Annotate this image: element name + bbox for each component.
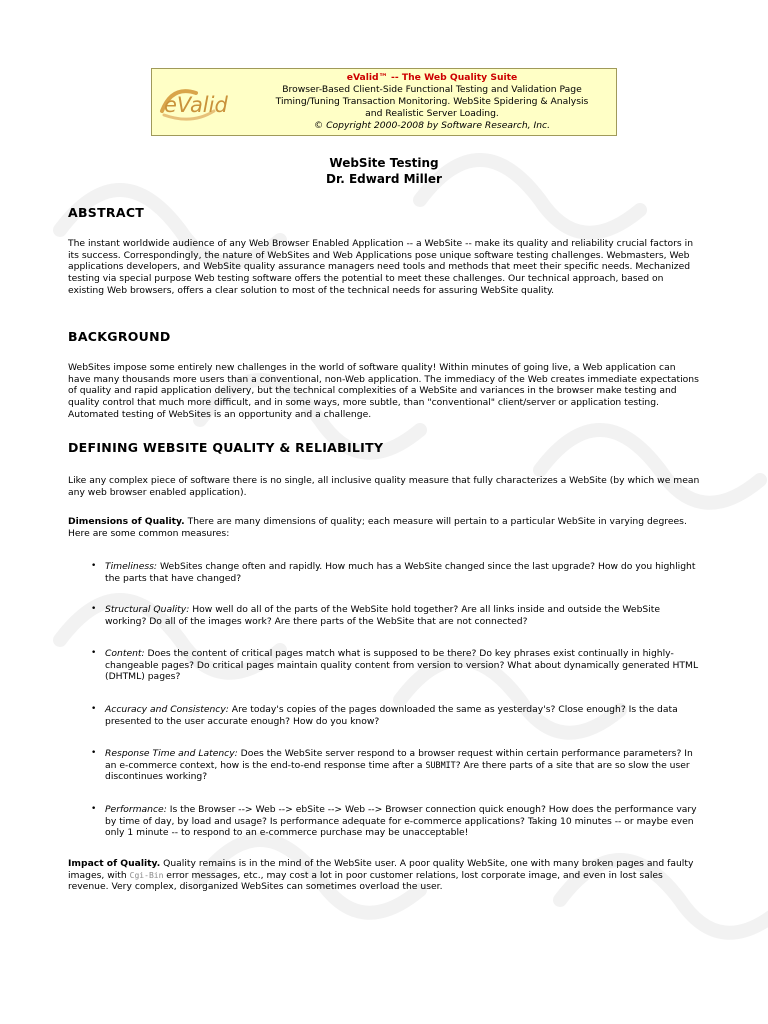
- defining-heading: DEFINING WEBSITE QUALITY & RELIABILITY: [68, 440, 384, 455]
- background-heading: BACKGROUND: [68, 329, 171, 344]
- bullet-icon: •: [91, 748, 97, 758]
- banner-line-1: Browser-Based Client-Side Functional Testing and Validation Page: [282, 84, 582, 95]
- document-author: Dr. Edward Miller: [326, 172, 442, 186]
- banner-copyright: © Copyright 2000-2008 by Software Research, Inc.: [314, 120, 550, 131]
- abstract-text: The instant worldwide audience of any Web Browser Enabled Application -- a WebSite -- make its quality and reliability crucial factors in its success. Correspondingly, the nature of WebSites and Web Applications pose unique software testing challenges. Webmasters, Web applications developers, and WebSite quality assurance managers need tools and methods that meet their specific needs. Mechanized testing via special purpose Web testing software offers the potential to meet these challenges. Our technical approach, based on existing Web browsers, offers a clear solution to most of the technical needs for assuring WebSite quality.: [68, 238, 694, 296]
- svg-text:eValid: eValid: [164, 93, 228, 117]
- bullet-text: WebSites change often and rapidly. How much has a WebSite changed since the last upgrade? How do you highlight the parts that have changed?: [105, 561, 696, 584]
- impact-text-b: error messages, etc., may cost a lot in poor customer relations, lost corporate image, and even in lost sales revenue. Very complex, disorganized WebSites can sometimes overload the user.: [68, 869, 663, 893]
- bullet-term: Structural Quality:: [105, 604, 190, 615]
- list-item: [91, 604, 701, 627]
- impact-paragraph: [68, 858, 700, 893]
- list-item: [91, 804, 701, 839]
- bullet-icon: •: [91, 804, 97, 814]
- bullet-icon: •: [91, 648, 97, 658]
- bullet-text: Is the Browser --> Web --> ebSite --> Web --> Browser connection quick enough? How does the performance vary by time of day, by load and usage? Is performance adequate for e-commerce applications? Taking 10 minutes -- or maybe even only 1 minute -- to respond to an e-commerce purchase may be unacceptable!: [105, 804, 697, 839]
- bullet-icon: •: [91, 704, 97, 714]
- evalid-logo: [156, 81, 246, 125]
- banner-line-2: Timing/Tuning Transaction Monitoring. WebSite Spidering & Analysis: [275, 96, 589, 107]
- list-item: [91, 561, 701, 584]
- impact-lead: Impact of Quality.: [68, 858, 161, 869]
- background-text: WebSites impose some entirely new challenges in the world of software quality! Within minutes of going live, a Web application can have many thousands more users than a conventional, non-Web application. The immediacy of the Web creates immediate expectations of quality and rapid application delivery, but the technical complexities of a WebSite and variances in the browser make testing and quality control that much more difficult, and in some ways, more subtle, than "conventional" client/server or application testing. Automated testing of WebSites is an opportunity and a challenge.: [68, 362, 699, 420]
- list-item: [91, 648, 701, 683]
- document-title: WebSite Testing: [329, 156, 439, 170]
- defining-intro: Like any complex piece of software there is no single, all inclusive quality measure that fully characterizes a WebSite (by which we mean any web browser enabled application).: [68, 475, 700, 498]
- banner-line-3: and Realistic Server Loading.: [365, 108, 499, 119]
- bullet-icon: •: [91, 604, 97, 614]
- impact-text-a: Quality remains is in the mind of the WebSite user. A poor quality WebSite, one with many broken pages and faulty images, with: [68, 858, 694, 881]
- bullet-text-b: ? Are there parts of a site that are so slow the user discontinues working?: [105, 759, 690, 783]
- list-item: [91, 748, 701, 783]
- bullet-term: Accuracy and Consistency:: [105, 704, 229, 715]
- dimensions-paragraph: [68, 516, 700, 539]
- banner-title: eValid™ -- The Web Quality Suite: [346, 72, 518, 83]
- abstract-heading: ABSTRACT: [68, 205, 145, 220]
- dimensions-text: There are many dimensions of quality; each measure will pertain to a particular WebSite in varying degrees. Here are some common measures:: [68, 516, 687, 539]
- bullet-text-a: Does the WebSite server respond to a browser request within certain performance parameters? In an e-commerce context, how is the end-to-end response time after a: [105, 748, 693, 771]
- bullet-text: Does the content of critical pages match what is supposed to be there? Do key phrases exist continually in highly-changeable pages? Do critical pages maintain quality content from version to version? What about dynamically generated HTML (DHTML) pages?: [105, 648, 699, 683]
- submit-code: SUBMIT: [425, 759, 456, 770]
- bullet-term: Content:: [105, 648, 145, 659]
- bullet-text: Are today's copies of the pages downloaded the same as yesterday's? Close enough? Is the data presented to the user accurate enough? How do you know?: [105, 704, 678, 727]
- bullet-term: Timeliness:: [105, 561, 158, 572]
- bullet-term: Performance:: [105, 804, 167, 815]
- cgi-bin-code: Cgi-Bin: [129, 870, 164, 880]
- bullet-term: Response Time and Latency:: [105, 748, 238, 759]
- dimensions-lead: Dimensions of Quality.: [68, 516, 185, 527]
- evalid-banner: [151, 68, 617, 136]
- bullet-icon: •: [91, 561, 97, 571]
- bullet-text: How well do all of the parts of the WebSite hold together? Are all links inside and outside the WebSite working? Do all of the images work? Are there parts of the WebSite that are not connected?: [105, 604, 661, 627]
- list-item: [91, 704, 701, 727]
